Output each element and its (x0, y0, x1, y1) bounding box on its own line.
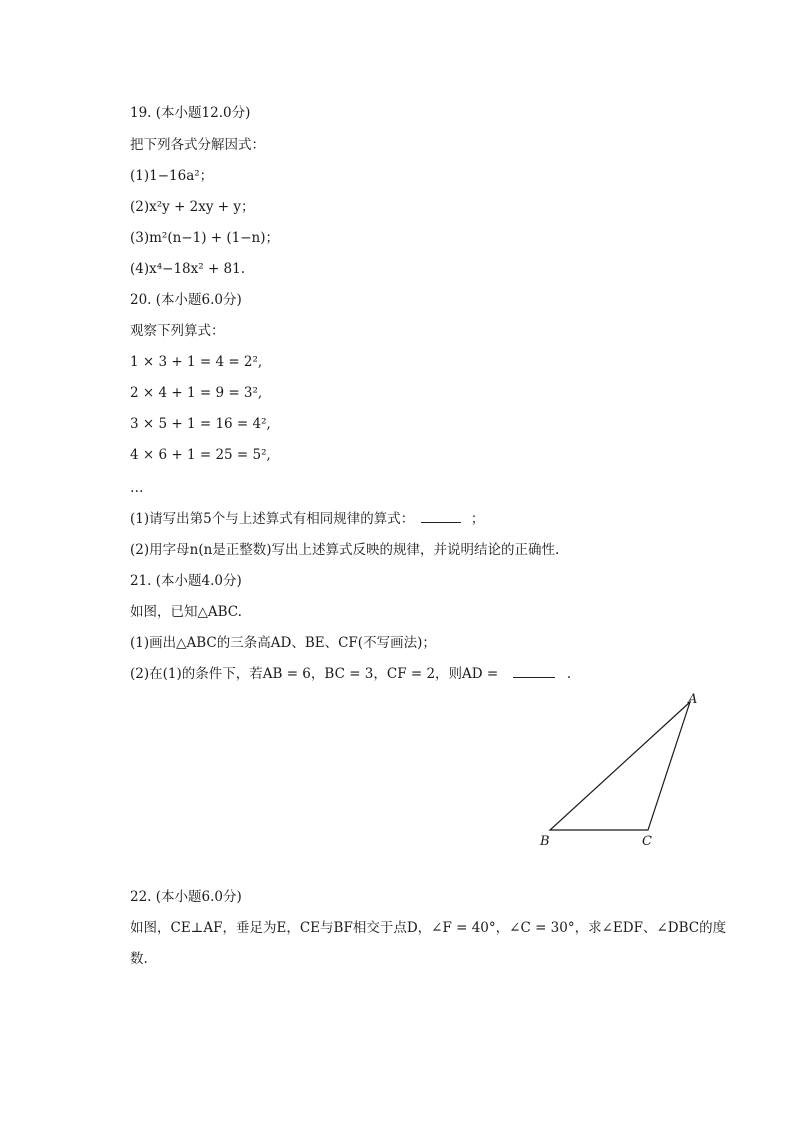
q21-answer-blank[interactable] (513, 665, 555, 678)
q20-part-2: (2)用字母n(n是正整数)写出上述算式反映的规律，并说明结论的正确性. (130, 542, 560, 558)
q20-equation-1: 1 × 3 + 1 = 4 = 2², (130, 354, 263, 370)
q21-part-2-text: (2)在(1)的条件下，若AB = 6，BC = 3，CF = 2，则AD = (130, 666, 499, 682)
q22-text-line-2: 数. (130, 951, 148, 967)
q21-part-1: (1)画出△ABC的三条高AD、BE、CF(不写画法)； (130, 635, 436, 651)
q19-item-4: (4)x⁴−18x² + 81. (130, 261, 246, 277)
q20-equation-3: 3 × 5 + 1 = 16 = 4², (130, 416, 271, 432)
q19-item-1: (1)1−16a²； (130, 168, 214, 184)
triangle-abc-figure (530, 690, 710, 855)
q20-header: 20. (本小题6.0分) (130, 292, 242, 308)
q20-part-1 (130, 510, 484, 528)
q19-item-3: (3)m²(n−1) + (1−n)； (130, 230, 279, 246)
q19-prompt: 把下列各式分解因式： (130, 137, 265, 153)
q22-header: 22. (本小题6.0分) (130, 889, 242, 905)
q22-text-line-1: 如图，CE⊥AF，垂足为E，CE与BF相交于点D，∠F = 40°，∠C = 30°，求∠EDF、∠DBC的度 (130, 920, 727, 936)
q20-part-1-text: (1)请写出第5个与上述算式有相同规律的算式： (130, 511, 415, 527)
q19-header: 19. (本小题12.0分) (130, 105, 251, 121)
q21-part-2-end: . (566, 666, 572, 682)
q19-item-2: (2)x²y + 2xy + y； (130, 199, 255, 215)
vertex-label-b: B (540, 834, 550, 849)
q21-prompt: 如图，已知△ABC. (130, 604, 242, 620)
q20-equation-2: 2 × 4 + 1 = 9 = 3², (130, 385, 263, 401)
triangle-abc (550, 702, 690, 830)
q20-equation-4: 4 × 6 + 1 = 25 = 5², (130, 447, 271, 463)
q21-part-2 (130, 665, 571, 683)
vertex-label-c: C (642, 834, 652, 849)
vertex-label-a: A (688, 692, 698, 707)
q20-part-1-end: ； (470, 511, 485, 527)
q20-answer-blank[interactable] (421, 510, 461, 523)
q20-prompt: 观察下列算式： (130, 323, 225, 339)
q20-ellipsis: … (130, 480, 144, 496)
q21-header: 21. (本小题4.0分) (130, 573, 242, 589)
